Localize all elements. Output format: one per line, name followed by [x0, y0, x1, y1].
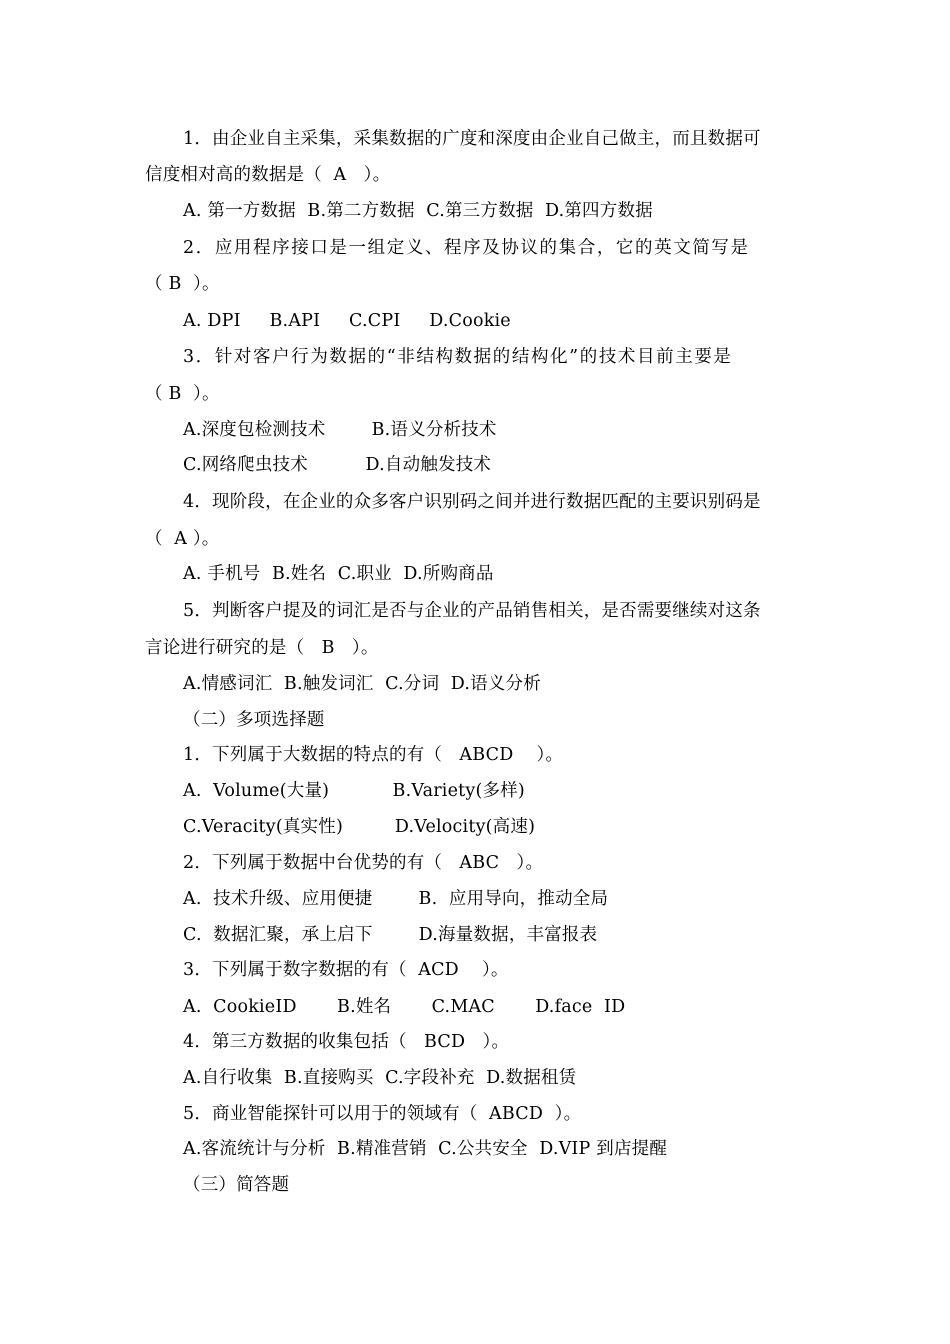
mq5-options: A.客流统计与分析 B.精准营销 C.公共安全 D.VIP 到店提醒: [183, 1139, 668, 1159]
mq4-stem: 4．第三方数据的收集包括（ BCD ）。: [183, 1032, 510, 1052]
section-heading-short-answer: （三）简答题: [183, 1175, 290, 1195]
q2-stem-line2: （ B ）。: [145, 274, 220, 294]
mq3-options: A. CookieID B.姓名 C.MAC D.face ID: [183, 997, 626, 1017]
mq5-stem: 5．商业智能探针可以用于的领域有（ ABCD ）。: [183, 1104, 582, 1124]
q4-stem-line2: （ A ）。: [145, 529, 220, 549]
q2-stem-line1: 2．应用程序接口是一组定义、程序及协议的集合，它的英文简写是: [183, 238, 750, 258]
mq3-stem: 3．下列属于数字数据的有（ ACD ）。: [183, 960, 509, 980]
mq1-stem: 1．下列属于大数据的特点的有（ ABCD ）。: [183, 745, 564, 765]
q1-stem-line2: 信度相对高的数据是（ A ）。: [145, 165, 391, 185]
q3-stem-line2: （ B ）。: [145, 384, 220, 404]
mq2-stem: 2．下列属于数据中台优势的有（ ABC ）。: [183, 853, 544, 873]
q2-options: A. DPI B.API C.CPI D.Cookie: [183, 311, 511, 331]
q5-options: A.情感词汇 B.触发词汇 C.分词 D.语义分析: [183, 674, 541, 694]
section-heading-multiple-choice: （二）多项选择题: [183, 710, 325, 730]
q3-stem-line1: 3．针对客户行为数据的“非结构数据的结构化”的技术目前主要是: [183, 347, 733, 367]
mq1-options-row1: A. Volume(大量) B.Variety(多样): [183, 781, 525, 801]
q5-stem-line2: 言论进行研究的是（ B ）。: [145, 638, 379, 658]
mq1-options-row2: C.Veracity(真实性) D.Velocity(高速): [183, 817, 536, 837]
mq4-options: A.自行收集 B.直接购买 C.字段补充 D.数据租赁: [183, 1068, 577, 1088]
q5-stem-line1: 5．判断客户提及的词汇是否与企业的产品销售相关，是否需要继续对这条: [183, 601, 761, 621]
mq2-options-row2: C. 数据汇聚，承上启下 D.海量数据，丰富报表: [183, 925, 598, 945]
q4-options: A. 手机号 B.姓名 C.职业 D.所购商品: [183, 564, 494, 584]
q3-options-row1: A.深度包检测技术 B.语义分析技术: [183, 420, 497, 440]
q3-options-row2: C.网络爬虫技术 D.自动触发技术: [183, 455, 492, 475]
q1-options: A. 第一方数据 B.第二方数据 C.第三方数据 D.第四方数据: [183, 201, 653, 221]
mq2-options-row1: A. 技术升级、应用便捷 B. 应用导向，推动全局: [183, 889, 609, 909]
q4-stem-line1: 4．现阶段，在企业的众多客户识别码之间并进行数据匹配的主要识别码是: [183, 492, 761, 512]
q1-stem-line1: 1．由企业自主采集，采集数据的广度和深度由企业自己做主，而且数据可: [183, 129, 761, 149]
